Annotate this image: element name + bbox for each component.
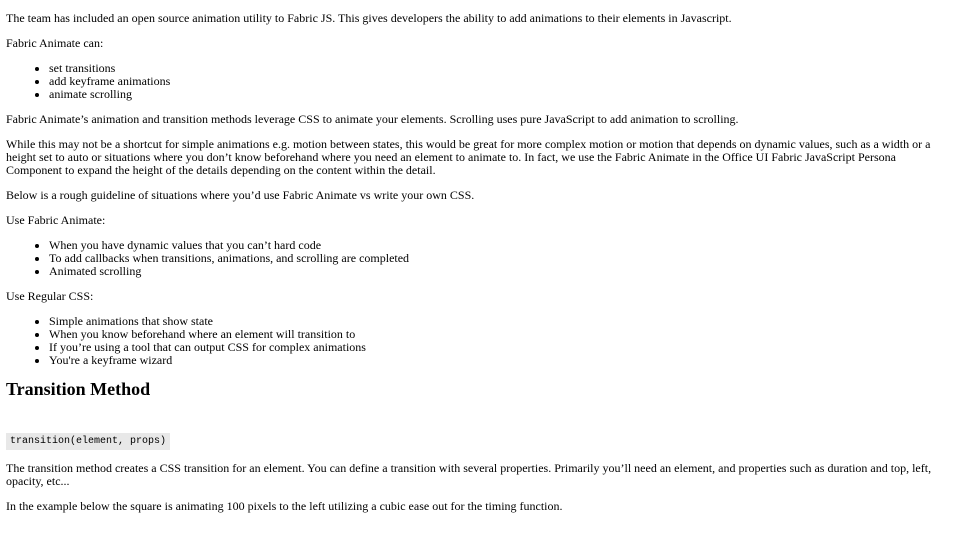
- list-item: • Simple animations that show state: [49, 315, 954, 328]
- list-item: • Animated scrolling: [49, 265, 954, 278]
- list-item: • If you’re using a tool that can output CSS for complex animations: [49, 341, 954, 354]
- list-item: • When you have dynamic values that you can’t hard code: [49, 239, 954, 252]
- code-signature: transition(element, props): [6, 433, 170, 450]
- list-item: • animate scrolling: [49, 88, 954, 101]
- can-heading: Fabric Animate can:: [6, 36, 104, 50]
- use-fabric-list: [6, 239, 954, 278]
- guideline-paragraph: Below is a rough guideline of situations where you’d use Fabric Animate vs write your own CSS.: [6, 188, 475, 202]
- section-title: Transition Method: [6, 379, 151, 399]
- list-item: • When you know beforehand where an element will transition to: [49, 328, 954, 341]
- use-fabric-heading: Use Fabric Animate:: [6, 213, 106, 227]
- article-body: [0, 12, 960, 513]
- list-item: • add keyframe animations: [49, 75, 954, 88]
- can-list: [6, 62, 954, 101]
- leverage-paragraph: Fabric Animate’s animation and transition methods leverage CSS to animate your elements. Scrolling uses pure JavaScript to add animation to scrolling.: [6, 112, 739, 126]
- use-css-heading: Use Regular CSS:: [6, 289, 94, 303]
- transition-description: The transition method creates a CSS transition for an element. You can define a transition with several properties. Primarily you’ll need an element, and properties such as duration and top, left, opacity, etc...: [6, 461, 932, 488]
- intro-paragraph: The team has included an open source animation utility to Fabric JS. This gives developers the ability to add animations to their elements in Javascript.: [6, 11, 732, 25]
- shortcut-paragraph: While this may not be a shortcut for simple animations e.g. motion between states, this would be great for more complex motion or motion that depends on dynamic values, such as a width or a height set to auto or situations where you don’t know beforehand where you need an element to animate to. In fact, we use the Fabric Animate in the Office UI Fabric JavaScript Persona Component to expand the height of the details depending on the content within the detail.: [6, 137, 931, 177]
- use-css-list: [6, 315, 954, 367]
- list-item: • You're a keyframe wizard: [49, 354, 954, 367]
- list-item: • set transitions: [49, 62, 954, 75]
- list-item: • To add callbacks when transitions, animations, and scrolling are completed: [49, 252, 954, 265]
- example-paragraph: In the example below the square is animating 100 pixels to the left utilizing a cubic ease out for the timing function.: [6, 499, 563, 513]
